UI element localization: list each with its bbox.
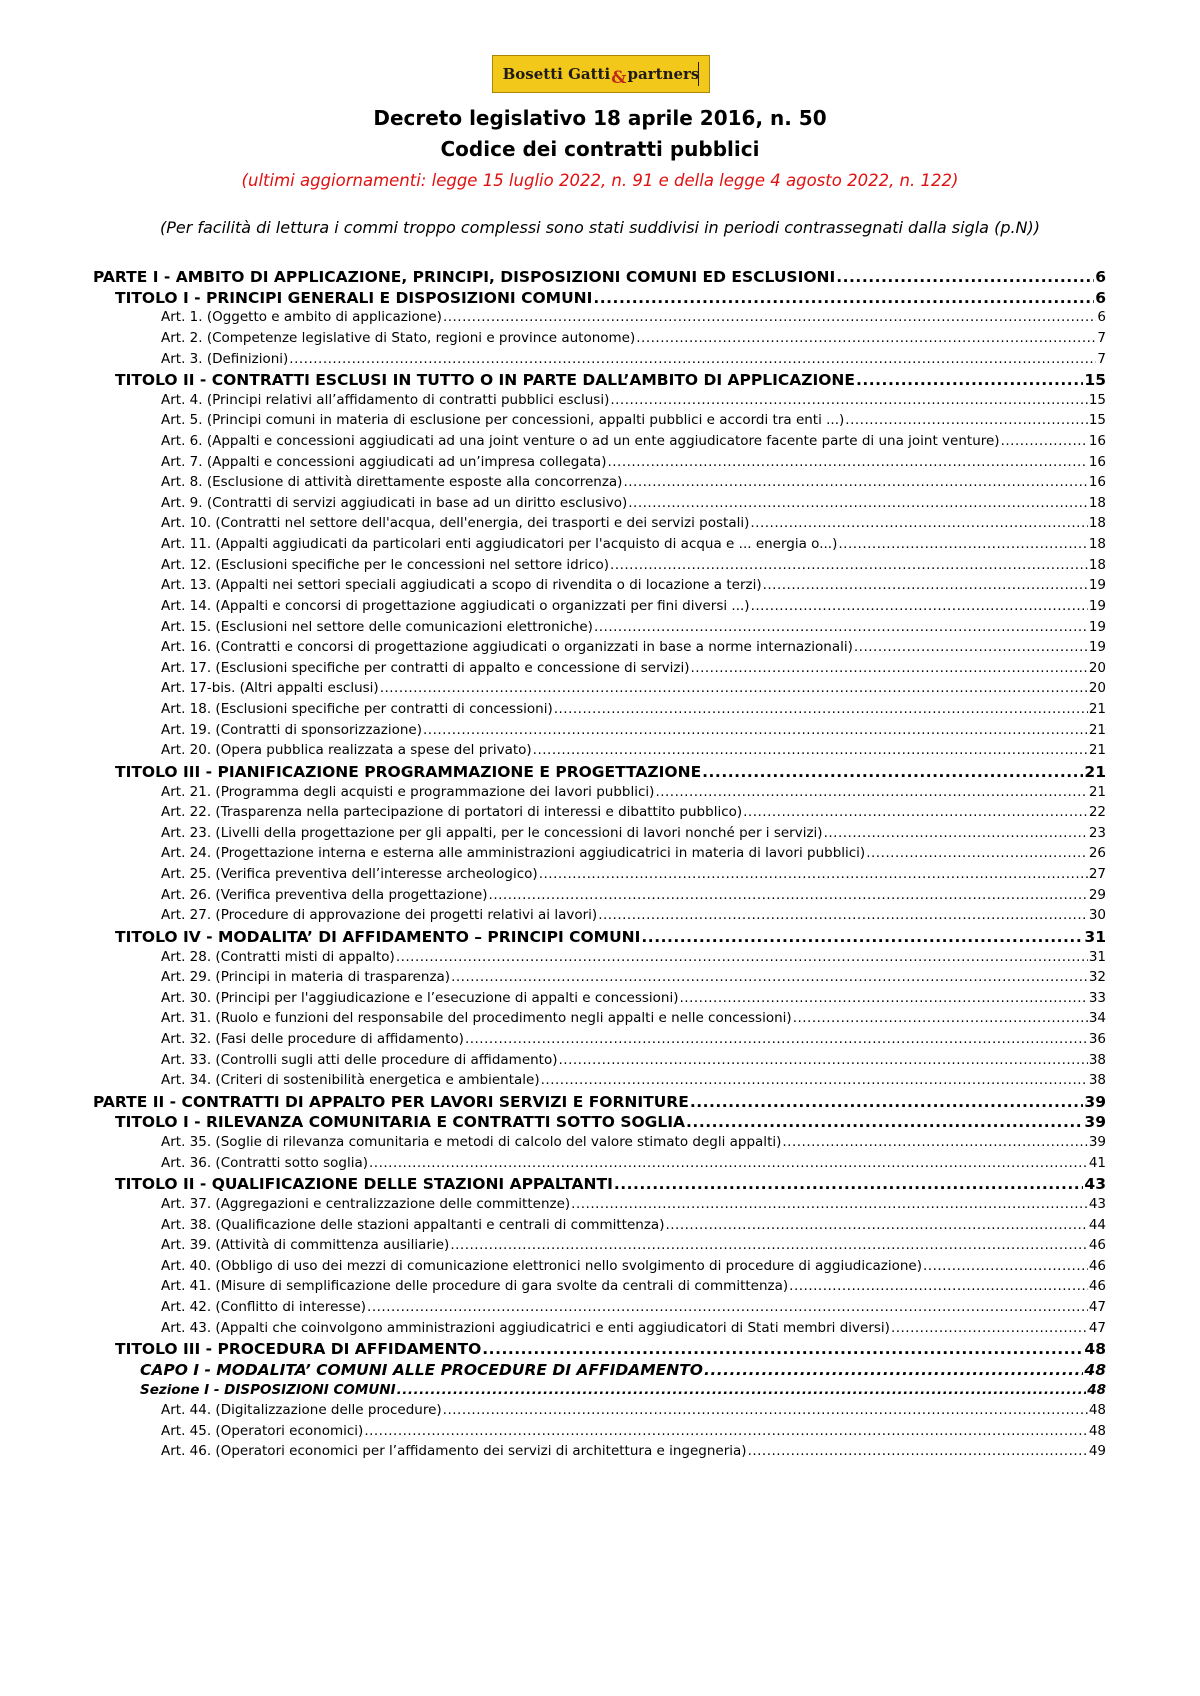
toc-entry-page: 21	[1084, 762, 1106, 781]
toc-entry-art[interactable]	[161, 392, 1106, 408]
toc-entry-art[interactable]	[161, 1299, 1106, 1315]
toc-leader-dots	[743, 804, 1088, 820]
toc-leader-dots	[443, 309, 1096, 325]
toc-leader-dots	[289, 351, 1096, 367]
toc-entry-page: 7	[1097, 329, 1106, 346]
toc-entry-art[interactable]	[161, 1402, 1106, 1418]
toc-entry-title: Art. 42. (Conflitto di interesse)	[161, 1299, 367, 1315]
toc-leader-dots	[465, 1031, 1088, 1047]
toc-entry-page: 48	[1084, 1360, 1106, 1379]
toc-entry-art[interactable]	[161, 887, 1106, 903]
toc-entry-art[interactable]	[161, 1196, 1106, 1212]
toc-leader-dots	[686, 1113, 1083, 1131]
toc-leader-dots	[845, 412, 1088, 428]
toc-leader-dots	[751, 598, 1088, 614]
toc-entry-title: Art. 20. (Opera pubblica realizzata a spese del privato)	[161, 742, 532, 759]
toc-entry-page: 18	[1088, 494, 1106, 511]
logo-text-2: partners	[627, 65, 700, 83]
toc-entry-page: 49	[1088, 1443, 1106, 1460]
toc-entry-page: 21	[1088, 783, 1106, 800]
toc-leader-dots	[680, 990, 1088, 1006]
toc-entry-titolo[interactable]	[115, 371, 1106, 389]
logo-text: Bosetti Gatti	[502, 65, 611, 83]
toc-entry-page: 48	[1084, 1340, 1106, 1359]
toc-entry-capo[interactable]	[140, 1361, 1106, 1379]
toc-entry-title: Art. 4. (Principi relativi all’affidamento di contratti pubblici esclusi)	[161, 391, 610, 408]
toc-entry-titolo[interactable]	[115, 1340, 1106, 1358]
toc-leader-dots	[824, 825, 1088, 841]
toc-leader-dots	[923, 1258, 1088, 1274]
toc-entry-sezione[interactable]	[140, 1382, 1106, 1398]
toc-entry-title: Art. 21. (Programma degli acquisti e programmazione dei lavori pubblici)	[161, 783, 655, 800]
document-subtitle: Codice dei contratti pubblici	[440, 137, 760, 161]
toc-entry-page: 23	[1088, 824, 1106, 841]
toc-entry-titolo[interactable]	[115, 763, 1106, 781]
toc-leader-dots	[628, 495, 1088, 511]
toc-leader-dots	[610, 392, 1087, 408]
toc-entry-page: 6	[1095, 268, 1106, 286]
toc-leader-dots	[763, 577, 1088, 593]
toc-entry-title: Art. 23. (Livelli della progettazione per gli appalti, per le concessioni di lavori nonché per i servizi)	[161, 824, 823, 841]
toc-entry-title: Art. 43. (Appalti che coinvolgono amministrazioni aggiudicatrici e enti aggiudicatori di Stati membri diversi)	[161, 1319, 890, 1336]
reading-note: (Per facilità di lettura i commi troppo complessi sono stati suddivisi in periodi contrassegnati dalla sigla (p.N))	[159, 218, 1041, 237]
toc-leader-dots	[748, 1443, 1088, 1459]
toc-entry-art[interactable]	[161, 949, 1106, 965]
toc-entry-art[interactable]	[161, 1320, 1106, 1336]
toc-entry-art[interactable]	[161, 742, 1106, 758]
toc-entry-page: 6	[1095, 288, 1106, 307]
toc-entry-title: Art. 45. (Operatori economici)	[161, 1422, 364, 1439]
toc-entry-art[interactable]	[161, 701, 1106, 717]
toc-entry-page: 22	[1088, 804, 1106, 821]
toc-entry-art[interactable]	[161, 1072, 1106, 1088]
toc-leader-dots	[364, 1423, 1088, 1439]
toc-leader-dots	[541, 1072, 1088, 1088]
toc-leader-dots	[451, 969, 1088, 985]
toc-entry-page: 46	[1088, 1278, 1106, 1295]
toc-entry-art[interactable]	[161, 804, 1106, 820]
toc-leader-dots	[750, 515, 1087, 531]
toc-entry-art[interactable]	[161, 1031, 1106, 1047]
toc-entry-art[interactable]	[161, 619, 1106, 635]
toc-entry-page: 7	[1097, 350, 1106, 367]
toc-leader-dots	[443, 1402, 1088, 1418]
toc-entry-title: Art. 39. (Attività di committenza ausiliarie)	[161, 1237, 450, 1254]
toc-leader-dots	[854, 639, 1088, 655]
toc-entry-title: Art. 10. (Contratti nel settore dell'acqua, dell'energia, dei trasporti e dei servizi postali)	[161, 515, 750, 532]
toc-entry-page: 48	[1088, 1402, 1106, 1419]
toc-entry-page: 6	[1097, 309, 1106, 326]
toc-leader-dots	[380, 680, 1088, 696]
toc-entry-page: 43	[1088, 1195, 1106, 1212]
toc-entry-page: 46	[1088, 1257, 1106, 1274]
toc-leader-dots	[610, 557, 1088, 573]
toc-entry-title: Art. 34. (Criteri di sostenibilità energetica e ambientale)	[161, 1072, 540, 1089]
update-notice: (ultimi aggiornamenti: legge 15 luglio 2022, n. 91 e della legge 4 agosto 2022, n. 122)	[241, 171, 959, 190]
toc-entry-art[interactable]	[161, 495, 1106, 511]
toc-entry-page: 32	[1088, 969, 1106, 986]
toc-entry-title: Art. 37. (Aggregazioni e centralizzazione delle committenze)	[161, 1195, 571, 1212]
toc-entry-titolo[interactable]	[115, 289, 1106, 307]
toc-entry-art[interactable]	[161, 1217, 1106, 1233]
toc-entry-art[interactable]	[161, 536, 1106, 552]
toc-leader-dots	[623, 474, 1087, 490]
toc-entry-title: TITOLO I - PRINCIPI GENERALI E DISPOSIZIONI COMUNI	[115, 288, 593, 307]
toc-leader-dots	[614, 1175, 1084, 1193]
toc-entry-page: 34	[1088, 1010, 1106, 1027]
toc-leader-dots	[450, 1237, 1087, 1253]
toc-entry-art[interactable]	[161, 969, 1106, 985]
toc-entry-title: Art. 3. (Definizioni)	[161, 350, 289, 367]
toc-entry-page: 30	[1088, 907, 1106, 924]
toc-leader-dots	[836, 268, 1094, 286]
toc-entry-art[interactable]	[161, 1443, 1106, 1459]
toc-entry-title: Art. 13. (Appalti nei settori speciali aggiudicati a scopo di rivendita o di locazione a terzi)	[161, 577, 762, 594]
toc-leader-dots	[533, 742, 1088, 758]
toc-entry-art[interactable]	[161, 680, 1106, 696]
toc-leader-dots	[793, 1010, 1088, 1026]
toc-entry-page: 19	[1088, 577, 1106, 594]
toc-entry-title: Art. 17-bis. (Altri appalti esclusi)	[161, 680, 379, 697]
toc-leader-dots	[594, 619, 1088, 635]
toc-entry-page: 48	[1088, 1422, 1106, 1439]
toc-entry-titolo[interactable]	[115, 928, 1106, 946]
toc-entry-art[interactable]	[161, 1155, 1106, 1171]
toc-leader-dots	[367, 1299, 1088, 1315]
toc-leader-dots	[489, 887, 1088, 903]
toc-entry-page: 19	[1088, 597, 1106, 614]
toc-leader-dots	[554, 701, 1088, 717]
toc-entry-page: 20	[1088, 680, 1106, 697]
toc-entry-title: Art. 35. (Soglie di rilevanza comunitaria e metodi di calcolo del valore stimato degli appalti)	[161, 1134, 782, 1150]
toc-leader-dots	[598, 907, 1088, 923]
toc-entry-title: Art. 46. (Operatori economici per l’affidamento dei servizi di architettura e ingegneria)	[161, 1443, 747, 1460]
toc-entry-art[interactable]	[161, 577, 1106, 593]
toc-entry-art[interactable]	[161, 598, 1106, 614]
document-title: Decreto legislativo 18 aprile 2016, n. 50	[373, 106, 827, 130]
toc-leader-dots	[704, 1361, 1083, 1379]
toc-entry-title: Art. 24. (Progettazione interna e esterna alle amministrazioni aggiudicatrici in materia di lavori pubblici)	[161, 845, 866, 862]
toc-entry-title: Art. 29. (Principi in materia di trasparenza)	[161, 969, 451, 986]
toc-entry-title: Art. 27. (Procedure di approvazione dei progetti relativi ai lavori)	[161, 907, 598, 924]
toc-entry-page: 29	[1088, 886, 1106, 903]
toc-entry-page: 21	[1088, 742, 1106, 759]
toc-entry-title: Art. 9. (Contratti di servizi aggiudicati in base ad un diritto esclusivo)	[161, 494, 628, 511]
toc-entry-page: 18	[1088, 556, 1106, 573]
toc-entry-title: Art. 30. (Principi per l'aggiudicazione e l’esecuzione di appalti e concessioni)	[161, 989, 679, 1006]
toc-entry-title: Art. 17. (Esclusioni specifiche per contratti di appalto e concessione di servizi)	[161, 659, 690, 676]
toc-entry-title: Art. 26. (Verifica preventiva della progettazione)	[161, 886, 488, 903]
toc-entry-title: Art. 11. (Appalti aggiudicati da particolari enti aggiudicatori per l'acquisto di acqua e ... energia o...)	[161, 536, 838, 553]
toc-entry-title: Art. 19. (Contratti di sponsorizzazione)	[161, 721, 422, 738]
toc-entry-page: 48	[1087, 1381, 1106, 1398]
toc-entry-art[interactable]	[161, 454, 1106, 470]
toc-entry-art[interactable]	[161, 557, 1106, 573]
toc-leader-dots	[691, 660, 1088, 676]
toc-entry-art[interactable]	[161, 845, 1106, 861]
toc-entry-title: TITOLO IV - MODALITA’ DI AFFIDAMENTO – PRINCIPI COMUNI	[115, 927, 641, 946]
toc-entry-title: Art. 8. (Esclusione di attività direttamente esposte alla concorrenza)	[161, 474, 623, 491]
toc-entry-art[interactable]	[161, 1010, 1106, 1026]
toc-entry-art[interactable]	[161, 351, 1106, 367]
toc-entry-page: 44	[1088, 1216, 1106, 1233]
toc-entry-title: Art. 22. (Trasparenza nella partecipazione di portatori di interessi e dibattito pubblico)	[161, 804, 743, 821]
toc-entry-art[interactable]	[161, 639, 1106, 655]
toc-entry-page: 16	[1088, 474, 1106, 491]
toc-entry-title: TITOLO III - PIANIFICAZIONE PROGRAMMAZIONE E PROGETTAZIONE	[115, 762, 702, 781]
toc-leader-dots	[665, 1217, 1087, 1233]
toc-entry-page: 15	[1084, 371, 1106, 390]
toc-entry-page: 39	[1084, 1092, 1106, 1111]
toc-entry-art[interactable]	[161, 907, 1106, 923]
toc-leader-dots	[423, 722, 1088, 738]
toc-entry-title: Art. 12. (Esclusioni specifiche per le concessioni nel settore idrico)	[161, 556, 609, 573]
toc-entry-title: PARTE I - AMBITO DI APPLICAZIONE, PRINCIPI, DISPOSIZIONI COMUNI ED ESCLUSIONI	[93, 268, 836, 286]
toc-entry-art[interactable]	[161, 515, 1106, 531]
toc-leader-dots	[369, 1155, 1088, 1171]
toc-entry-title: Art. 44. (Digitalizzazione delle procedure)	[161, 1402, 442, 1419]
toc-leader-dots	[396, 949, 1088, 965]
toc-leader-dots	[655, 784, 1087, 800]
toc-entry-art[interactable]	[161, 1278, 1106, 1294]
toc-entry-page: 33	[1088, 989, 1106, 1006]
toc-entry-page: 19	[1088, 618, 1106, 635]
toc-entry-title: TITOLO II - QUALIFICAZIONE DELLE STAZIONI APPALTANTI	[115, 1175, 613, 1194]
toc-entry-title: Art. 31. (Ruolo e funzioni del responsabile del procedimento negli appalti e nelle concessioni)	[161, 1010, 792, 1027]
toc-entry-page: 16	[1088, 453, 1106, 470]
toc-entry-page: 31	[1084, 927, 1106, 946]
toc-entry-title: TITOLO III - PROCEDURA DI AFFIDAMENTO	[115, 1340, 482, 1359]
toc-entry-art[interactable]	[161, 433, 1106, 449]
toc-entry-title: Art. 32. (Fasi delle procedure di affidamento)	[161, 1030, 464, 1047]
toc-leader-dots	[782, 1134, 1087, 1150]
toc-leader-dots	[397, 1382, 1087, 1398]
toc-entry-title: Art. 25. (Verifica preventiva dell’interesse archeologico)	[161, 866, 538, 882]
toc-entry-art[interactable]	[161, 660, 1106, 676]
toc-entry-title: Art. 18. (Esclusioni specifiche per contratti di concessioni)	[161, 701, 553, 717]
toc-entry-title: Art. 33. (Controlli sugli atti delle procedure di affidamento)	[161, 1051, 558, 1068]
toc-entry-page: 31	[1088, 948, 1106, 965]
toc-leader-dots	[702, 763, 1083, 781]
toc-entry-art[interactable]	[161, 1134, 1106, 1150]
toc-entry-page: 36	[1088, 1030, 1106, 1047]
toc-entry-page: 47	[1088, 1299, 1106, 1315]
toc-leader-dots	[559, 1052, 1088, 1068]
toc-entry-page: 15	[1088, 391, 1106, 408]
toc-entry-parte[interactable]	[93, 268, 1106, 286]
toc-entry-page: 46	[1088, 1237, 1106, 1254]
toc-entry-title: Art. 6. (Appalti e concessioni aggiudicati ad una joint venture o ad un ente aggiudicatore facente parte di una joint venture)	[161, 433, 1000, 449]
toc-entry-title: PARTE II - CONTRATTI DI APPALTO PER LAVORI SERVIZI E FORNITURE	[93, 1092, 689, 1111]
toc-entry-page: 20	[1088, 659, 1106, 676]
toc-entry-title: TITOLO II - CONTRATTI ESCLUSI IN TUTTO O IN PARTE DALL’AMBITO DI APPLICAZIONE	[115, 371, 855, 390]
toc-entry-title: TITOLO I - RILEVANZA COMUNITARIA E CONTRATTI SOTTO SOGLIA	[115, 1113, 686, 1132]
toc-entry-title: Art. 38. (Qualificazione delle stazioni appaltanti e centrali di committenza)	[161, 1216, 665, 1233]
toc-entry-page: 15	[1088, 412, 1106, 429]
toc-entry-art[interactable]	[161, 722, 1106, 738]
toc-entry-page: 47	[1088, 1319, 1106, 1336]
toc-entry-title: Art. 40. (Obbligo di uso dei mezzi di comunicazione elettronici nello svolgimento di procedure di aggiudicazione)	[161, 1257, 922, 1274]
toc-entry-page: 21	[1088, 701, 1106, 717]
toc-entry-title: Art. 41. (Misure di semplificazione delle procedure di gara svolte da centrali di committenza)	[161, 1278, 789, 1295]
toc-entry-title: Art. 28. (Contratti misti di appalto)	[161, 948, 395, 965]
toc-leader-dots	[856, 371, 1083, 389]
toc-entry-page: 19	[1088, 639, 1106, 656]
toc-leader-dots	[789, 1278, 1088, 1294]
toc-leader-dots	[607, 454, 1087, 470]
toc-entry-page: 38	[1088, 1051, 1106, 1068]
toc-entry-art[interactable]	[161, 825, 1106, 841]
toc-entry-title: Art. 16. (Contratti e concorsi di progettazione aggiudicati o organizzati in base a norme internazionali)	[161, 639, 853, 656]
toc-entry-title: Art. 2. (Competenze legislative di Stato, regioni e province autonome)	[161, 329, 636, 346]
toc-entry-page: 21	[1088, 721, 1106, 738]
toc-entry-title: Sezione I - DISPOSIZIONI COMUNI	[140, 1381, 396, 1398]
toc-entry-titolo[interactable]	[115, 1175, 1106, 1193]
toc-entry-art[interactable]	[161, 1423, 1106, 1439]
toc-entry-titolo[interactable]	[115, 1113, 1106, 1131]
toc-leader-dots	[539, 866, 1088, 882]
toc-entry-page: 41	[1088, 1154, 1106, 1171]
toc-leader-dots	[838, 536, 1087, 552]
toc-entry-title: Art. 7. (Appalti e concessioni aggiudicati ad un’impresa collegata)	[161, 453, 607, 470]
toc-leader-dots	[482, 1340, 1083, 1358]
toc-entry-art[interactable]	[161, 1237, 1106, 1253]
toc-entry-title: Art. 5. (Principi comuni in materia di esclusione per concessioni, appalti pubblici e accordi tra enti ...)	[161, 412, 845, 429]
toc-entry-page: 43	[1084, 1175, 1106, 1194]
toc-leader-dots	[690, 1093, 1084, 1111]
toc-leader-dots	[1001, 433, 1088, 449]
toc-entry-art[interactable]	[161, 784, 1106, 800]
toc-entry-art[interactable]	[161, 330, 1106, 346]
toc-entry-page: 18	[1088, 536, 1106, 553]
toc-entry-art[interactable]	[161, 990, 1106, 1006]
toc-entry-title: Art. 14. (Appalti e concorsi di progettazione aggiudicati o organizzati per fini diversi ...)	[161, 597, 750, 614]
toc-entry-page: 16	[1088, 433, 1106, 449]
toc-leader-dots	[641, 928, 1083, 946]
toc-entry-art[interactable]	[161, 1258, 1106, 1274]
toc-entry-page: 27	[1088, 866, 1106, 882]
logo-ampersand: &	[611, 68, 627, 88]
toc-entry-title: Art. 36. (Contratti sotto soglia)	[161, 1154, 369, 1171]
toc-entry-page: 18	[1088, 515, 1106, 532]
toc-entry-art[interactable]	[161, 1052, 1106, 1068]
toc-leader-dots	[866, 845, 1088, 861]
toc-entry-page: 39	[1084, 1113, 1106, 1132]
toc-entry-art[interactable]	[161, 474, 1106, 490]
toc-entry-title: CAPO I - MODALITA’ COMUNI ALLE PROCEDURE DI AFFIDAMENTO	[140, 1360, 703, 1379]
toc-entry-page: 39	[1088, 1134, 1106, 1150]
toc-entry-parte[interactable]	[93, 1093, 1106, 1111]
toc-entry-art[interactable]	[161, 866, 1106, 882]
toc-leader-dots	[891, 1320, 1088, 1336]
toc-entry-art[interactable]	[161, 309, 1106, 325]
toc-entry-title: Art. 1. (Oggetto e ambito di applicazione)	[161, 309, 442, 326]
toc-leader-dots	[593, 289, 1094, 307]
toc-leader-dots	[636, 330, 1096, 346]
toc-entry-page: 26	[1088, 845, 1106, 862]
toc-entry-art[interactable]	[161, 412, 1106, 428]
toc-entry-title: Art. 15. (Esclusioni nel settore delle comunicazioni elettroniche)	[161, 618, 593, 635]
toc-leader-dots	[571, 1196, 1088, 1212]
toc-entry-page: 38	[1088, 1072, 1106, 1089]
